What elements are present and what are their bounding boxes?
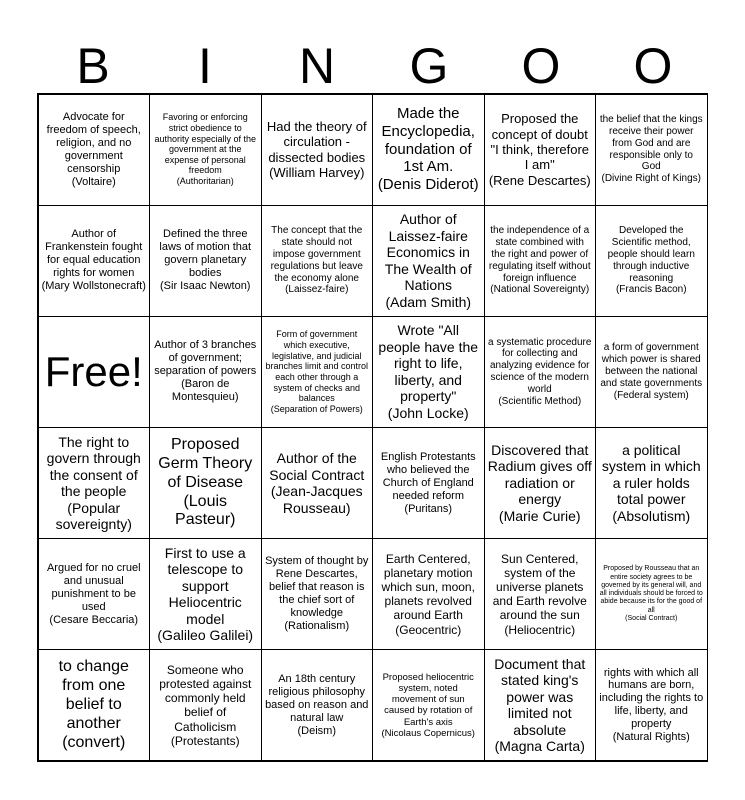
bingo-cell: the belief that the kings receive their power from God and are responsible only to God (Divine Right of Kings) — [595, 94, 708, 206]
bingo-cell: to change from one belief to another (convert) — [38, 649, 151, 761]
bingo-cell: Earth Centered, planetary motion which sun, moon, planets revolved around Earth (Geocentric) — [372, 538, 485, 650]
header-letter: O — [521, 38, 561, 94]
bingo-grid — [37, 93, 708, 762]
bingo-cell: Advocate for freedom of speech, religion, and no government censorship (Voltaire) — [38, 94, 151, 206]
bingo-cell: the independence of a state combined with the right and power of regulating itself without foreign influence (National Sovereignty) — [484, 205, 597, 317]
header-letter: I — [198, 38, 212, 94]
bingo-cell: An 18th century religious philosophy based on reason and natural law (Deism) — [261, 649, 374, 761]
bingo-cell: rights with which all humans are born, including the rights to life, liberty, and property (Natural Rights) — [595, 649, 708, 761]
bingo-cell: English Protestants who believed the Church of England needed reform (Puritans) — [372, 427, 485, 539]
bingo-cell: Developed the Scientific method, people should learn through inductive reasoning (Francis Bacon) — [595, 205, 708, 317]
bingo-cell: Proposed the concept of doubt "I think, therefore I am" (Rene Descartes) — [484, 94, 597, 206]
bingo-cell: System of thought by Rene Descartes, belief that reason is the chief sort of knowledge (Rationalism) — [261, 538, 374, 650]
bingo-cell: a form of government which power is shared between the national and state governments (Federal system) — [595, 316, 708, 428]
bingo-cell: a systematic procedure for collecting and analyzing evidence for science of the modern world (Scientific Method) — [484, 316, 597, 428]
bingo-cell: Had the theory of circulation - dissected bodies (William Harvey) — [261, 94, 374, 206]
bingo-cell: Defined the three laws of motion that govern planetary bodies (Sir Isaac Newton) — [149, 205, 262, 317]
header-letter: O — [633, 38, 673, 94]
bingo-cell: Author of 3 branches of government; separation of powers (Baron de Montesquieu) — [149, 316, 262, 428]
bingo-cell: Author of the Social Contract (Jean-Jacques Rousseau) — [261, 427, 374, 539]
bingo-cell: a political system in which a ruler holds total power (Absolutism) — [595, 427, 708, 539]
header-letter: G — [409, 38, 449, 94]
bingo-cell: Document that stated king's power was limited not absolute (Magna Carta) — [484, 649, 597, 761]
bingo-cell: Author of Frankenstein fought for equal education rights for women (Mary Wollstonecraft) — [38, 205, 151, 317]
bingo-cell: Wrote "All people have the right to life, liberty, and property" (John Locke) — [372, 316, 485, 428]
bingo-cell: Discovered that Radium gives off radiation or energy (Marie Curie) — [484, 427, 597, 539]
bingo-cell: Form of government which executive, legislative, and judicial branches limit and control each other through a system of checks and balances (Separation of Powers) — [261, 316, 374, 428]
bingo-cell: Made the Encyclopedia, foundation of 1st Am. (Denis Diderot) — [372, 94, 485, 206]
bingo-cell: Author of Laissez-faire Economics in The Wealth of Nations (Adam Smith) — [372, 205, 485, 317]
bingo-cell: Proposed Germ Theory of Disease (Louis Pasteur) — [149, 427, 262, 539]
bingo-cell: Argued for no cruel and unusual punishment to be used (Cesare Beccaria) — [38, 538, 151, 650]
bingo-cell: Someone who protested against commonly held belief of Catholicism (Protestants) — [149, 649, 262, 761]
bingo-cell: Proposed heliocentric system, noted movement of sun caused by rotation of Earth's axis (Nicolaus Copernicus) — [372, 649, 485, 761]
bingo-cell: Favoring or enforcing strict obedience to authority especially of the government at the expense of personal freedom (Authoritarian) — [149, 94, 262, 206]
bingo-cell: The concept that the state should not impose government regulations but leave the economy alone (Laissez-faire) — [261, 205, 374, 317]
bingo-cell: The right to govern through the consent of the people (Popular sovereignty) — [38, 427, 151, 539]
bingo-cell: Proposed by Rousseau that an entire society agrees to be governed by its general will, and all individuals should be forced to abide because its for the good of all (Social Contract) — [595, 538, 708, 650]
bingo-cell: First to use a telescope to support Heliocentric model (Galileo Galilei) — [149, 538, 262, 650]
free-space: Free! — [38, 316, 151, 428]
header-letter: N — [298, 38, 336, 94]
bingo-header — [37, 38, 709, 94]
header-letter: B — [76, 38, 110, 94]
bingo-cell: Sun Centered, system of the universe planets and Earth revolve around the sun (Heliocentric) — [484, 538, 597, 650]
